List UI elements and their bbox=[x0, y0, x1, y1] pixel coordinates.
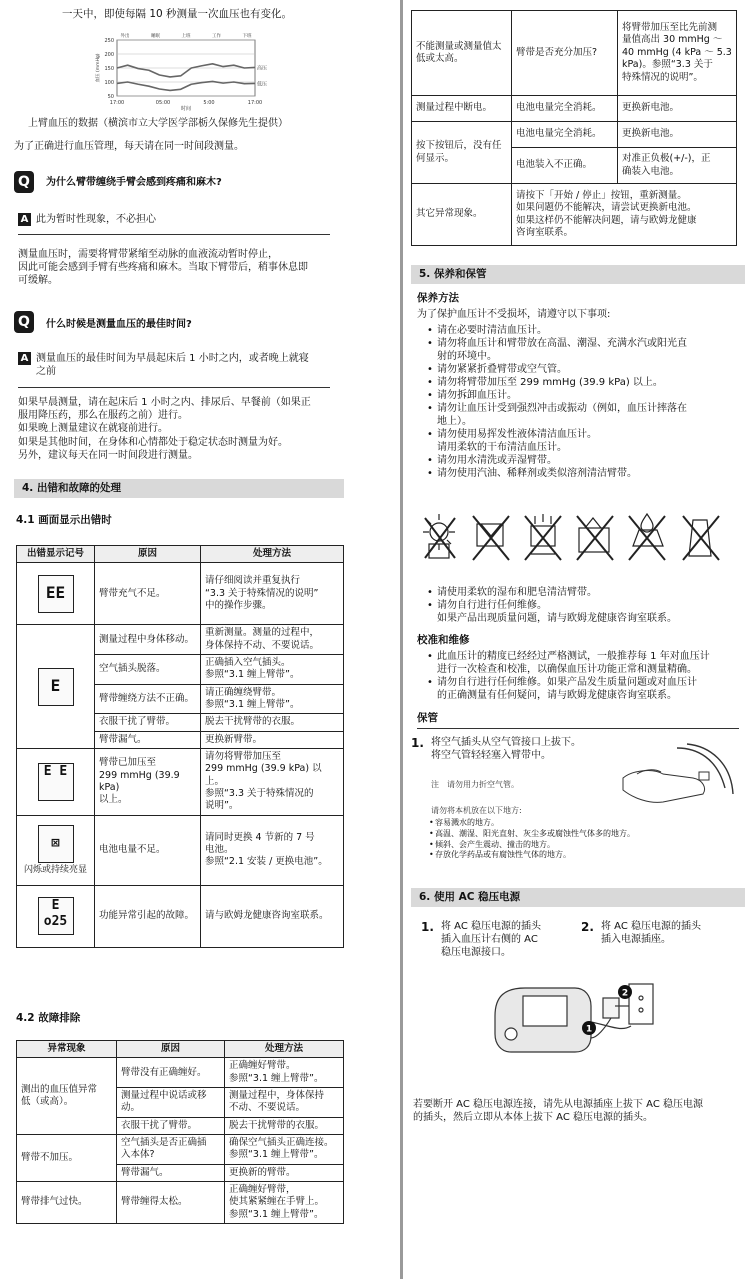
list-item: • 请勿让血压计受到强烈冲击或振动（例如，血压计摔落在 地上）。 bbox=[425, 402, 745, 428]
list-item: • 请使用柔软的湿布和肥皂清洁臂带。 bbox=[425, 586, 745, 599]
list-item: • 请勿用水清洗或弄湿臂带。 bbox=[425, 454, 745, 467]
storage-conditions-intro: 请勿将本机放在以下地方: bbox=[431, 806, 522, 815]
cause-cell: 电池电量完全消耗。 bbox=[512, 122, 618, 148]
x-tick-label: 17:00 bbox=[109, 100, 125, 106]
error-table-header: 处理方法 bbox=[201, 546, 344, 563]
divider bbox=[417, 728, 739, 729]
storage-step-num: 1. bbox=[411, 736, 424, 750]
remedy-cell: 请仔细阅读并重复执行 “3.3 关于特殊情况的说明” 中的操作步骤。 bbox=[201, 563, 344, 625]
cause-cell: 臂带漏气。 bbox=[95, 731, 201, 748]
ac-step2: 将 AC 稳压电源的插头 插入电源插座。 bbox=[601, 921, 702, 946]
cause-cell: 空气插头脱落。 bbox=[95, 655, 201, 685]
cause-cell: 臂带是否充分加压? bbox=[512, 11, 618, 96]
column-divider bbox=[400, 0, 403, 1279]
cause-cell: 电池电量不足。 bbox=[95, 815, 201, 885]
trouble-table-continued bbox=[411, 10, 737, 246]
chart-caption: 上臂血压的数据（横滨市立大学医学部栃久保修先生提供） bbox=[28, 118, 288, 129]
remedy-cell: 更换新臂带。 bbox=[201, 731, 344, 748]
list-item: • 请勿紧紧折叠臂带或空气管。 bbox=[425, 363, 745, 376]
cause-cell: 臂带已加压至 299 mmHg (39.9 kPa) 以上。 bbox=[95, 749, 201, 816]
a2-answer: 测量血压的最佳时间为早晨起床后 1 小时之内，或者晚上就寝 之前 bbox=[36, 353, 309, 378]
remedy-cell: 请同时更换 4 节新的 7 号 电池。 参照“2.1 安装 / 更换电池”。 bbox=[201, 815, 344, 885]
ac-footer: 若要断开 AC 稳压电源连接，请先从电源插座上拔下 AC 稳压电源 的插头，然后立即从本体上拔下 AC 稳压电源的插头。 bbox=[413, 1099, 704, 1124]
cause-cell: 测量过程中说话或移 动。 bbox=[117, 1088, 225, 1118]
remedy-cell: 确保空气插头正确连接。 参照“3.1 缠上臂带”。 bbox=[225, 1135, 344, 1165]
y-axis-label: 血压 (mmHg) bbox=[96, 53, 101, 83]
list-item: • 请勿自行进行任何维修。 如果产品出现质量问题，请与欧姆龙健康咨询室联系。 bbox=[425, 599, 745, 625]
x-axis-label: 时间 bbox=[180, 106, 192, 112]
sub41-title: 4.1 画面显示出错时 bbox=[16, 514, 112, 526]
remedy-cell: 测量过程中，身体保持 不动、不要说话。 bbox=[225, 1088, 344, 1118]
right-column bbox=[405, 0, 750, 1279]
remedy-cell: 请正确缠绕臂带。 参照“3.1 缠上臂带”。 bbox=[201, 684, 344, 714]
remedy-cell: 脱去干扰臂带的衣服。 bbox=[225, 1117, 344, 1134]
remedy-cell: 正确缠好臂带， 使其紧紧缠在手臂上。 参照“3.1 缠上臂带”。 bbox=[225, 1182, 344, 1224]
no-solvent-icon bbox=[683, 516, 719, 560]
battery-icon: ⊠ bbox=[38, 825, 74, 863]
error-table-header: 原因 bbox=[95, 546, 201, 563]
list-item: • 高温、潮湿、阳光直射、灰尘多或腐蚀性气体多的地方。 bbox=[427, 829, 747, 840]
remedy-cell: 更换新电池。 bbox=[618, 96, 737, 122]
q1-question: 为什么臂带缠绕手臂会感到疼痛和麻木? bbox=[46, 177, 222, 188]
a-mark-icon: A bbox=[18, 213, 31, 226]
cuff-storage-illustration bbox=[617, 738, 741, 818]
y-tick-label: 200 bbox=[104, 52, 114, 58]
trouble-table bbox=[16, 1040, 344, 1224]
trouble-table-header: 异常现象 bbox=[17, 1041, 117, 1058]
series-label: 高压 bbox=[257, 65, 268, 72]
list-item: • 倾斜、会产生震动、撞击的地方。 bbox=[427, 840, 747, 851]
bp-daily-chart bbox=[95, 28, 268, 112]
list-item: • 请勿自行进行任何维修。如果产品发生质量问题或对血压计 的正确测量有任何疑问，请与欧姆龙健康咨询室联系。 bbox=[425, 676, 750, 702]
list-item: • 请勿使用汽油、稀释剂或类似溶剂清洁臂带。 bbox=[425, 467, 745, 480]
cause-cell: 电池装入不正确。 bbox=[512, 148, 618, 184]
remedy-cell: 正确插入空气插头。 参照“3.1 缠上臂带”。 bbox=[201, 655, 344, 685]
cause-cell: 臂带缠绕方法不正确。 bbox=[95, 684, 201, 714]
list-item: • 请在必要时清洁血压计。 bbox=[425, 324, 745, 337]
divider bbox=[18, 387, 330, 388]
no-drop-icon bbox=[525, 514, 561, 560]
remedy-cell: 更换新电池。 bbox=[618, 122, 737, 148]
period-label: 睡眠 bbox=[151, 34, 160, 39]
divider bbox=[18, 234, 330, 235]
error-table-header: 出错显示记号 bbox=[17, 546, 95, 563]
a-mark-icon: A bbox=[18, 352, 31, 365]
y-tick-label: 100 bbox=[104, 80, 114, 86]
series-line-0 bbox=[117, 64, 255, 77]
error-symbol: EE bbox=[38, 575, 74, 613]
symptom-cell: 测量过程中断电。 bbox=[412, 96, 512, 122]
calib-title: 校准和维修 bbox=[417, 634, 470, 646]
remedy-cell: 将臂带加压至比先前测 量值高出 30 mmHg ～ 40 mmHg (4 kPa ～ 5.3 kPa)。参照“3.3 关于 特殊情况的说明”。 bbox=[618, 11, 737, 96]
q-mark-icon: Q bbox=[14, 311, 34, 333]
ac-adapter-illustration bbox=[485, 976, 665, 1076]
no-disassemble-icon bbox=[577, 516, 613, 560]
cause-cell: 空气插头是否正确插 入本体? bbox=[117, 1135, 225, 1165]
storage-title: 保管 bbox=[417, 712, 438, 724]
calib-list bbox=[425, 650, 750, 702]
error-table bbox=[16, 545, 344, 948]
series-label: 低压 bbox=[257, 81, 268, 88]
chart-note: 为了正确进行血压管理，每天请在同一时间段测量。 bbox=[14, 141, 244, 152]
period-label: 工作 bbox=[212, 34, 221, 39]
cause-cell: 功能异常引起的故障。 bbox=[95, 885, 201, 947]
cause-cell: 臂带没有正确缠好。 bbox=[117, 1058, 225, 1088]
cause-cell: 臂带充气不足。 bbox=[95, 563, 201, 625]
x-tick-label: 05:00 bbox=[155, 100, 171, 106]
maint-list bbox=[425, 324, 745, 480]
a1-answer: 此为暂时性现象，不必担心 bbox=[36, 214, 156, 225]
section4-title: 4. 出错和故障的处理 bbox=[14, 479, 344, 498]
list-item: • 请勿将臂带加压至 299 mmHg (39.9 kPa) 以上。 bbox=[425, 376, 745, 389]
ac-step2-num: 2. bbox=[581, 920, 594, 934]
remedy-cell: 重新测量。测量的过程中， 身体保持不动、不要说话。 bbox=[201, 625, 344, 655]
storage-note: 注 请勿用力折空气管。 bbox=[431, 780, 519, 789]
symptom-cell: 其它异常现象。 bbox=[412, 184, 512, 246]
cause-cell: 测量过程中身体移动。 bbox=[95, 625, 201, 655]
intro-line: 一天中，即使每隔 10 秒测量一次血压也有变化。 bbox=[62, 8, 293, 20]
period-label: 上班 bbox=[181, 34, 191, 39]
series-line-1 bbox=[117, 81, 255, 90]
cause-cell: 臂带缠得太松。 bbox=[117, 1182, 225, 1224]
y-tick-label: 250 bbox=[104, 38, 114, 44]
no-folding-icon bbox=[473, 516, 509, 560]
error-symbol: E E bbox=[38, 763, 74, 801]
remedy-cell: 脱去干扰臂带的衣服。 bbox=[201, 714, 344, 731]
a2-body: 如果早晨测量，请在起床后 1 小时之内、排尿后、早餐前（如果正 服用降压药，那么在服药之前）进行。 如果晚上测量建议在就寝前进行。 如果是其他时间，在身体和心情都处于稳定状态时测量为好。 另外，建议每天在同一时间段进行测量。 bbox=[18, 397, 311, 461]
x-tick-label: 17:00 bbox=[247, 100, 263, 106]
y-tick-label: 50 bbox=[107, 94, 114, 100]
a1-body: 测量血压时，需要将臂带紧缩至动脉的血液流动暂时停止， 因此可能会感到手臂有些疼痛和麻木。当取下臂带后，稍事休息即 可缓解。 bbox=[18, 249, 308, 287]
remedy-cell: 对准正负极(+/-)，正 确装入电池。 bbox=[618, 148, 737, 184]
no-sunlight-icon bbox=[423, 514, 455, 558]
storage-step: 将空气插头从空气管接口上拔下。 将空气管轻轻塞入臂带中。 bbox=[431, 737, 581, 762]
remedy-cell: 请勿将臂带加压至 299 mmHg (39.9 kPa) 以上。 参照“3.3 关于特殊情况的 说明”。 bbox=[201, 749, 344, 816]
ac-step1: 将 AC 稳压电源的插头 插入血压计右侧的 AC 稳压电源接口。 bbox=[441, 921, 542, 959]
q2-question: 什么时候是测量血压的最佳时间? bbox=[46, 319, 192, 330]
symbol-note: 闪烁或持续亮显 bbox=[23, 865, 87, 876]
list-item: • 此血压计的精度已经经过严格测试，一般推荐每 1 年对血压计 进行一次检查和校准，以确保血压计功能正常和测量精确。 bbox=[425, 650, 750, 676]
trouble-table-header: 处理方法 bbox=[225, 1041, 344, 1058]
sub42-title: 4.2 故障排除 bbox=[16, 1012, 81, 1024]
maint-title: 保养方法 bbox=[417, 292, 459, 304]
ac-step1-num: 1. bbox=[421, 920, 434, 934]
care-warning-icons bbox=[419, 510, 737, 568]
ac-label-1: 1 bbox=[585, 1024, 593, 1035]
error-symbol: E o25 bbox=[38, 897, 74, 935]
list-item: • 请勿拆卸血压计。 bbox=[425, 389, 745, 402]
x-tick-label: 5:00 bbox=[203, 100, 215, 106]
section5-title: 5. 保养和保管 bbox=[411, 265, 745, 284]
cause-cell: 臂带漏气。 bbox=[117, 1164, 225, 1181]
remedy-cell: 请与欧姆龙健康咨询室联系。 bbox=[201, 885, 344, 947]
list-item: • 请勿将血压计和臂带放在高温、潮湿、充满水汽或阳光直 射的环境中。 bbox=[425, 337, 745, 363]
symptom-cell: 臂带不加压。 bbox=[17, 1135, 117, 1182]
y-tick-label: 150 bbox=[104, 66, 114, 72]
remedy-cell: 正确缠好臂带。 参照“3.1 缠上臂带”。 bbox=[225, 1058, 344, 1088]
ac-label-2: 2 bbox=[621, 988, 629, 999]
symptom-cell: 臂带排气过快。 bbox=[17, 1182, 117, 1224]
error-symbol: E bbox=[38, 668, 74, 706]
remedy-cell: 请按下「开始 / 停止」按钮，重新测量。 如果问题仍不能解决，请尝试更换新电池。 如果这样仍不能解决问题，请与欧姆龙健康 咨询室联系。 bbox=[512, 184, 737, 246]
remedy-cell: 更换新的臂带。 bbox=[225, 1164, 344, 1181]
period-label: 外出 bbox=[120, 34, 130, 39]
list-item: • 请勿使用易挥发性液体清洁血压计。 请用柔软的干布清洁血压计。 bbox=[425, 428, 745, 454]
symptom-cell: 不能测量或测量值太 低或太高。 bbox=[412, 11, 512, 96]
list-item: • 容易溅水的地方。 bbox=[427, 818, 747, 829]
maint-intro: 为了保护血压计不受损坏，请遵守以下事项: bbox=[417, 309, 611, 320]
storage-conditions bbox=[427, 818, 747, 861]
cause-cell: 衣服干扰了臂带。 bbox=[95, 714, 201, 731]
maint-list-2 bbox=[425, 586, 745, 625]
no-water-icon bbox=[629, 514, 665, 560]
trouble-table-header: 原因 bbox=[117, 1041, 225, 1058]
section6-title: 6. 使用 AC 稳压电源 bbox=[411, 888, 745, 907]
q-mark-icon: Q bbox=[14, 171, 34, 193]
cause-cell: 电池电量完全消耗。 bbox=[512, 96, 618, 122]
period-label: 下班 bbox=[242, 34, 252, 39]
cause-cell: 衣服干扰了臂带。 bbox=[117, 1117, 225, 1134]
list-item: • 存放化学药品或有腐蚀性气体的地方。 bbox=[427, 850, 747, 861]
symptom-cell: 按下按钮后，没有任 何显示。 bbox=[412, 122, 512, 184]
symptom-cell: 测出的血压值异常 低（或高）。 bbox=[17, 1058, 117, 1135]
